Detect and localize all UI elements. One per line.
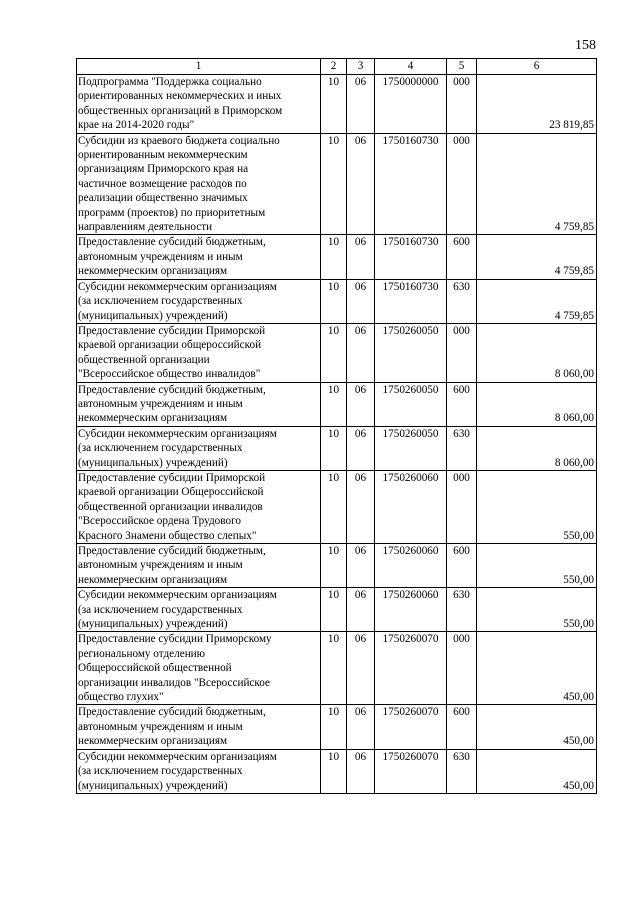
table-row <box>77 382 597 426</box>
row-section-cell: 10 <box>321 749 347 793</box>
table-body <box>77 75 597 794</box>
row-section-cell: 10 <box>321 235 347 279</box>
row-subsection-cell: 06 <box>347 426 375 470</box>
table-row <box>77 544 597 588</box>
row-section-cell: 10 <box>321 470 347 543</box>
row-name-text: Предоставление субсидий бюджетным, автономным учреждениям и иным некоммерческим организациям <box>78 236 266 278</box>
row-sum-cell: 4 759,85 <box>477 235 597 279</box>
row-subsection-cell: 06 <box>347 133 375 235</box>
row-name-cell <box>77 133 321 235</box>
row-name-cell <box>77 75 321 134</box>
row-sum-cell: 8 060,00 <box>477 382 597 426</box>
row-expense-type-cell: 600 <box>447 544 477 588</box>
row-sum-cell: 550,00 <box>477 544 597 588</box>
row-subsection-cell: 06 <box>347 749 375 793</box>
row-name-text: Предоставление субсидии Приморской краевой организации Общероссийской общественной организации инвалидов "Всероссийское ордена Трудового Красного Знамени общество слепых" <box>78 471 266 542</box>
row-sum-cell: 450,00 <box>477 749 597 793</box>
column-header: 3 <box>347 59 375 75</box>
row-subsection-cell: 06 <box>347 705 375 749</box>
row-name-cell <box>77 426 321 470</box>
row-name-cell <box>77 323 321 382</box>
table-row <box>77 279 597 323</box>
row-subsection-cell: 06 <box>347 323 375 382</box>
budget-table <box>76 58 597 794</box>
row-subsection-cell: 06 <box>347 235 375 279</box>
row-expense-type-cell: 630 <box>447 279 477 323</box>
row-subsection-cell: 06 <box>347 588 375 632</box>
row-sum-cell: 4 759,85 <box>477 279 597 323</box>
row-target-article-cell: 1750160730 <box>375 279 447 323</box>
row-section-cell: 10 <box>321 632 347 705</box>
row-subsection-cell: 06 <box>347 279 375 323</box>
table-row <box>77 588 597 632</box>
row-sum-cell: 8 060,00 <box>477 323 597 382</box>
row-name-text: Подпрограмма "Поддержка социально ориентированных некоммерческих и иных общественных организаций в Приморском крае на 2014-2020 годы" <box>78 76 283 132</box>
row-name-cell <box>77 470 321 543</box>
row-target-article-cell: 1750260070 <box>375 749 447 793</box>
row-target-article-cell: 1750000000 <box>375 75 447 134</box>
row-target-article-cell: 1750260060 <box>375 544 447 588</box>
row-name-cell <box>77 749 321 793</box>
row-section-cell: 10 <box>321 323 347 382</box>
page-number: 158 <box>575 38 596 53</box>
row-section-cell: 10 <box>321 133 347 235</box>
table-row <box>77 705 597 749</box>
table-row <box>77 426 597 470</box>
row-name-cell <box>77 632 321 705</box>
row-subsection-cell: 06 <box>347 75 375 134</box>
row-section-cell: 10 <box>321 544 347 588</box>
table-row <box>77 749 597 793</box>
column-header: 4 <box>375 59 447 75</box>
row-subsection-cell: 06 <box>347 382 375 426</box>
column-header: 2 <box>321 59 347 75</box>
row-name-text: Предоставление субсидии Приморскому региональному отделению Общероссийской общественной организации инвалидов "Всероссийское общество глухих" <box>78 633 272 704</box>
table-row <box>77 323 597 382</box>
row-name-text: Предоставление субсидии Приморской краевой организации общероссийской общественной организации "Всероссийское общество инвалидов" <box>78 324 266 381</box>
row-expense-type-cell: 600 <box>447 235 477 279</box>
row-subsection-cell: 06 <box>347 632 375 705</box>
row-expense-type-cell: 000 <box>447 632 477 705</box>
table-row <box>77 235 597 279</box>
row-expense-type-cell: 630 <box>447 749 477 793</box>
row-sum-cell: 8 060,00 <box>477 426 597 470</box>
table-header-row <box>77 59 597 75</box>
row-section-cell: 10 <box>321 705 347 749</box>
row-target-article-cell: 1750260050 <box>375 382 447 426</box>
row-name-cell <box>77 382 321 426</box>
row-subsection-cell: 06 <box>347 470 375 543</box>
row-target-article-cell: 1750260060 <box>375 588 447 632</box>
row-name-text: Субсидии некоммерческим организациям (за исключением государственных (муниципальных) учреждений) <box>78 427 277 469</box>
column-header: 5 <box>447 59 477 75</box>
row-target-article-cell: 1750260050 <box>375 323 447 382</box>
table-row <box>77 470 597 543</box>
row-target-article-cell: 1750260060 <box>375 470 447 543</box>
row-expense-type-cell: 000 <box>447 75 477 134</box>
row-name-text: Предоставление субсидий бюджетным, автономным учреждениям и иным некоммерческим организациям <box>78 545 266 586</box>
column-header: 6 <box>477 59 597 75</box>
row-name-cell <box>77 235 321 279</box>
row-name-cell <box>77 544 321 588</box>
table-row <box>77 133 597 235</box>
column-header: 1 <box>77 59 321 75</box>
row-name-cell <box>77 705 321 749</box>
row-target-article-cell: 1750260070 <box>375 632 447 705</box>
row-expense-type-cell: 000 <box>447 470 477 543</box>
row-section-cell: 10 <box>321 279 347 323</box>
row-expense-type-cell: 000 <box>447 323 477 382</box>
row-section-cell: 10 <box>321 75 347 134</box>
row-target-article-cell: 1750160730 <box>375 133 447 235</box>
table-row <box>77 632 597 705</box>
row-expense-type-cell: 000 <box>447 133 477 235</box>
row-name-cell <box>77 588 321 632</box>
row-target-article-cell: 1750160730 <box>375 235 447 279</box>
row-name-text: Предоставление субсидий бюджетным, автономным учреждениям и иным некоммерческим организациям <box>78 706 266 748</box>
row-subsection-cell: 06 <box>347 544 375 588</box>
row-name-text: Предоставление субсидий бюджетным, автономным учреждениям и иным некоммерческим организациям <box>78 383 266 425</box>
row-name-text: Субсидии некоммерческим организациям (за исключением государственных (муниципальных) учреждений) <box>78 280 277 322</box>
row-expense-type-cell: 630 <box>447 588 477 632</box>
row-sum-cell: 550,00 <box>477 470 597 543</box>
row-sum-cell: 450,00 <box>477 705 597 749</box>
row-section-cell: 10 <box>321 382 347 426</box>
row-expense-type-cell: 600 <box>447 382 477 426</box>
row-section-cell: 10 <box>321 426 347 470</box>
row-name-text: Субсидии некоммерческим организациям (за исключением государственных (муниципальных) учреждений) <box>78 750 277 792</box>
row-section-cell: 10 <box>321 588 347 632</box>
row-expense-type-cell: 630 <box>447 426 477 470</box>
row-sum-cell: 550,00 <box>477 588 597 632</box>
row-sum-cell: 450,00 <box>477 632 597 705</box>
row-target-article-cell: 1750260050 <box>375 426 447 470</box>
row-name-cell <box>77 279 321 323</box>
table-row <box>77 75 597 134</box>
row-sum-cell: 23 819,85 <box>477 75 597 134</box>
row-name-text: Субсидии некоммерческим организациям (за исключением государственных (муниципальных) учреждений) <box>78 589 277 631</box>
row-name-text: Субсидии из краевого бюджета социально ориентированным некоммерческим организациям Приморского края на частичное возмещение расходов по реализации общественно значимых программ (проектов) по приоритетным направлениям деятельности <box>78 134 280 234</box>
row-sum-cell: 4 759,85 <box>477 133 597 235</box>
row-target-article-cell: 1750260070 <box>375 705 447 749</box>
row-expense-type-cell: 600 <box>447 705 477 749</box>
